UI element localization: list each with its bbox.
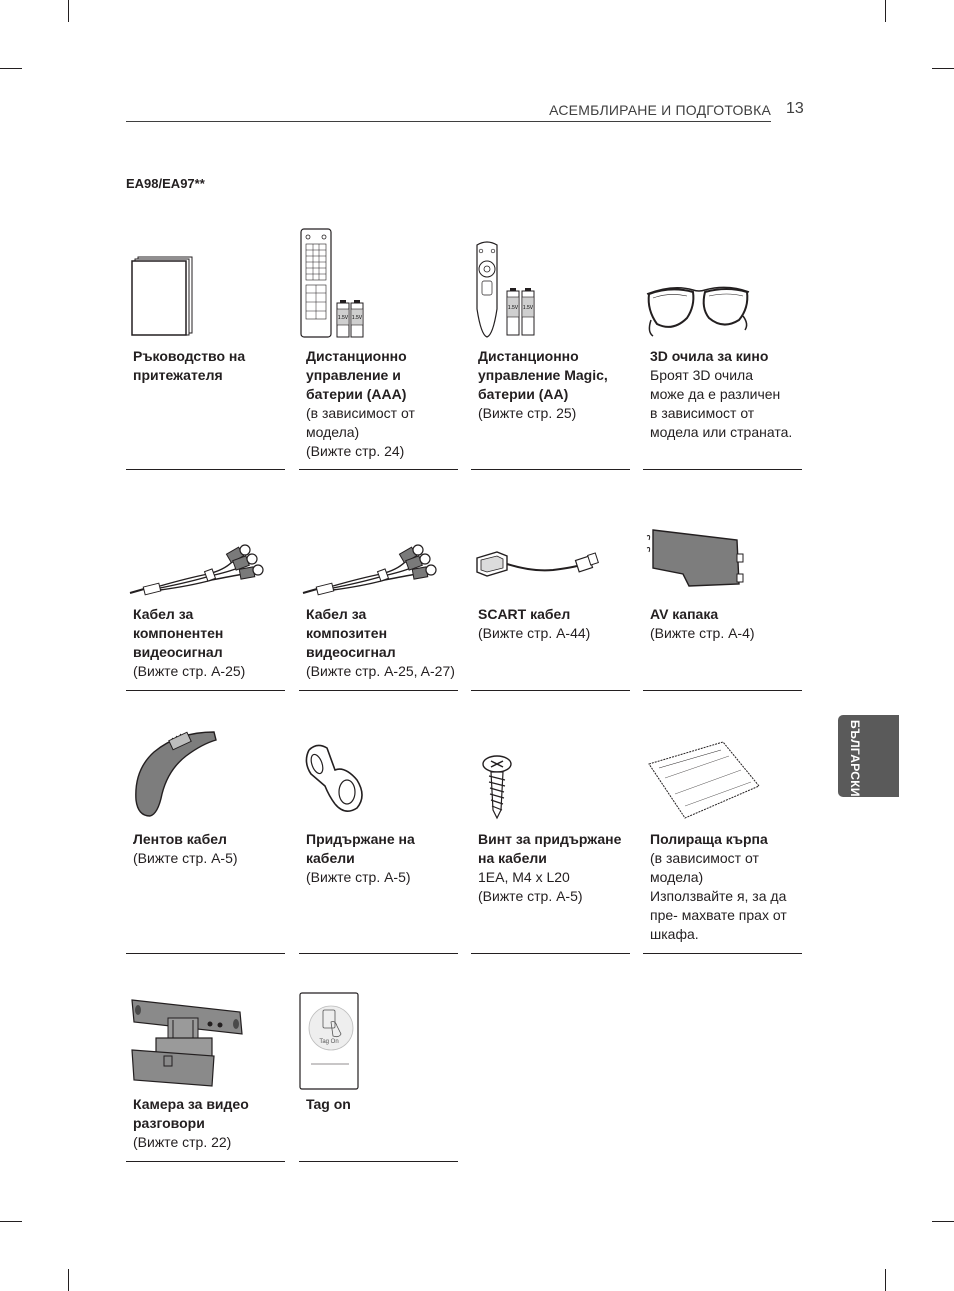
item-title: Tag on: [306, 1096, 351, 1112]
crop-mark: [68, 0, 69, 22]
item-polishing-cloth: [643, 720, 802, 954]
item-divider: [643, 690, 802, 691]
page-number: 13: [786, 100, 804, 117]
item-title: Кабел за композитен видеосигнал: [306, 606, 396, 660]
item-divider: [471, 690, 630, 691]
item-title: Полираща кърпа: [650, 831, 768, 847]
item-description: (Вижте стр. A-44): [478, 625, 591, 641]
component-cable-icon: [128, 540, 268, 600]
item-title: Придържане на кабели: [306, 831, 415, 866]
polishing-cloth-icon: [645, 738, 763, 822]
crop-mark: [932, 1221, 954, 1222]
cable-tie-icon: [128, 724, 220, 820]
item-divider: [126, 469, 285, 470]
composite-cable-icon: [301, 540, 441, 600]
model-heading: EA98/EA97**: [126, 176, 205, 191]
section-title: АСЕМБЛИРАНЕ И ПОДГОТОВКА: [549, 102, 771, 118]
item-description: (Вижте стр. 22): [133, 1134, 232, 1150]
item-description: (Вижте стр. A-5): [133, 850, 238, 866]
crop-mark: [68, 1269, 69, 1291]
language-tab: [838, 715, 899, 797]
item-composite-cable: [299, 520, 458, 691]
item-description: 1EA, M4 x L20 (Вижте стр. A-5): [478, 869, 583, 904]
item-title: Дистанционно управление и батерии (AAA): [306, 348, 407, 402]
crop-mark: [0, 68, 22, 69]
3d-glasses-icon: [643, 280, 753, 340]
item-component-cable: [126, 520, 285, 691]
item-divider: [299, 953, 458, 954]
item-divider: [126, 953, 285, 954]
item-description: Броят 3D очила може да е различен в зависимост от модела или страната.: [650, 367, 793, 440]
svg-text:Tag On: Tag On: [319, 1039, 339, 1045]
screw-icon: [479, 754, 515, 820]
item-video-call-camera: [126, 992, 285, 1162]
manual-icon: [130, 253, 194, 337]
camera-icon: [128, 994, 246, 1090]
item-divider: [643, 469, 802, 470]
item-title: Кабел за компонентен видеосигнал: [133, 606, 224, 660]
item-cable-screw: [471, 720, 630, 954]
item-divider: [299, 690, 458, 691]
item-description: (Вижте стр. A-4): [650, 625, 755, 641]
item-title: SCART кабел: [478, 606, 571, 622]
item-divider: [643, 953, 802, 954]
crop-mark: [885, 1269, 886, 1291]
av-cover-icon: [645, 526, 755, 594]
item-owners-manual: [126, 225, 285, 470]
cable-holder-icon: [301, 740, 373, 820]
item-scart-cable: [471, 520, 630, 691]
item-description: (Вижте стр. A-25): [133, 663, 246, 679]
crop-mark: [885, 0, 886, 22]
item-title: Ръководство на притежателя: [133, 348, 246, 383]
item-remote-aaa: [299, 225, 458, 470]
item-title: Камера за видео разговори: [133, 1096, 249, 1131]
item-title: Лентов кабел: [133, 831, 227, 847]
item-title: 3D очила за кино: [650, 348, 769, 364]
tag-on-card-icon: [299, 992, 361, 1092]
item-description: (Вижте стр. A-25, A-27): [306, 663, 455, 679]
item-divider: [126, 690, 285, 691]
crop-mark: [0, 1221, 22, 1222]
svg-text:1.5V: 1.5V: [507, 305, 519, 311]
svg-text:1.5V: 1.5V: [337, 315, 349, 321]
crop-mark: [932, 68, 954, 69]
item-description: (в зависимост от модела) (Вижте стр. 24): [306, 405, 415, 459]
item-description: (в зависимост от модела) Използвайте я, за да пре- махвате прах от шкафа.: [650, 850, 787, 942]
item-3d-glasses: [643, 225, 802, 470]
item-divider: [471, 469, 630, 470]
item-divider: [299, 469, 458, 470]
item-cable-tie: [126, 720, 285, 954]
item-description: (Вижте стр. 25): [478, 405, 577, 421]
item-av-cover: [643, 520, 802, 691]
item-title: AV капака: [650, 606, 719, 622]
item-title: Дистанционно управление Magic, батерии (AA): [478, 348, 608, 402]
svg-text:1.5V: 1.5V: [351, 315, 363, 321]
scart-cable-icon: [473, 546, 603, 586]
item-divider: [126, 1161, 285, 1162]
language-tab-label: БЪЛГАРСКИ: [848, 720, 862, 797]
item-divider: [299, 1161, 458, 1162]
item-tag-on: [299, 992, 458, 1162]
item-remote-magic: [471, 225, 630, 470]
item-cable-holder: [299, 720, 458, 954]
remote-control-icon: [299, 227, 369, 339]
svg-text:1.5V: 1.5V: [522, 305, 534, 311]
magic-remote-icon: [471, 239, 541, 339]
item-title: Винт за придържане на кабели: [478, 831, 622, 866]
header-divider: [126, 121, 771, 122]
item-divider: [471, 953, 630, 954]
item-description: (Вижте стр. A-5): [306, 869, 411, 885]
